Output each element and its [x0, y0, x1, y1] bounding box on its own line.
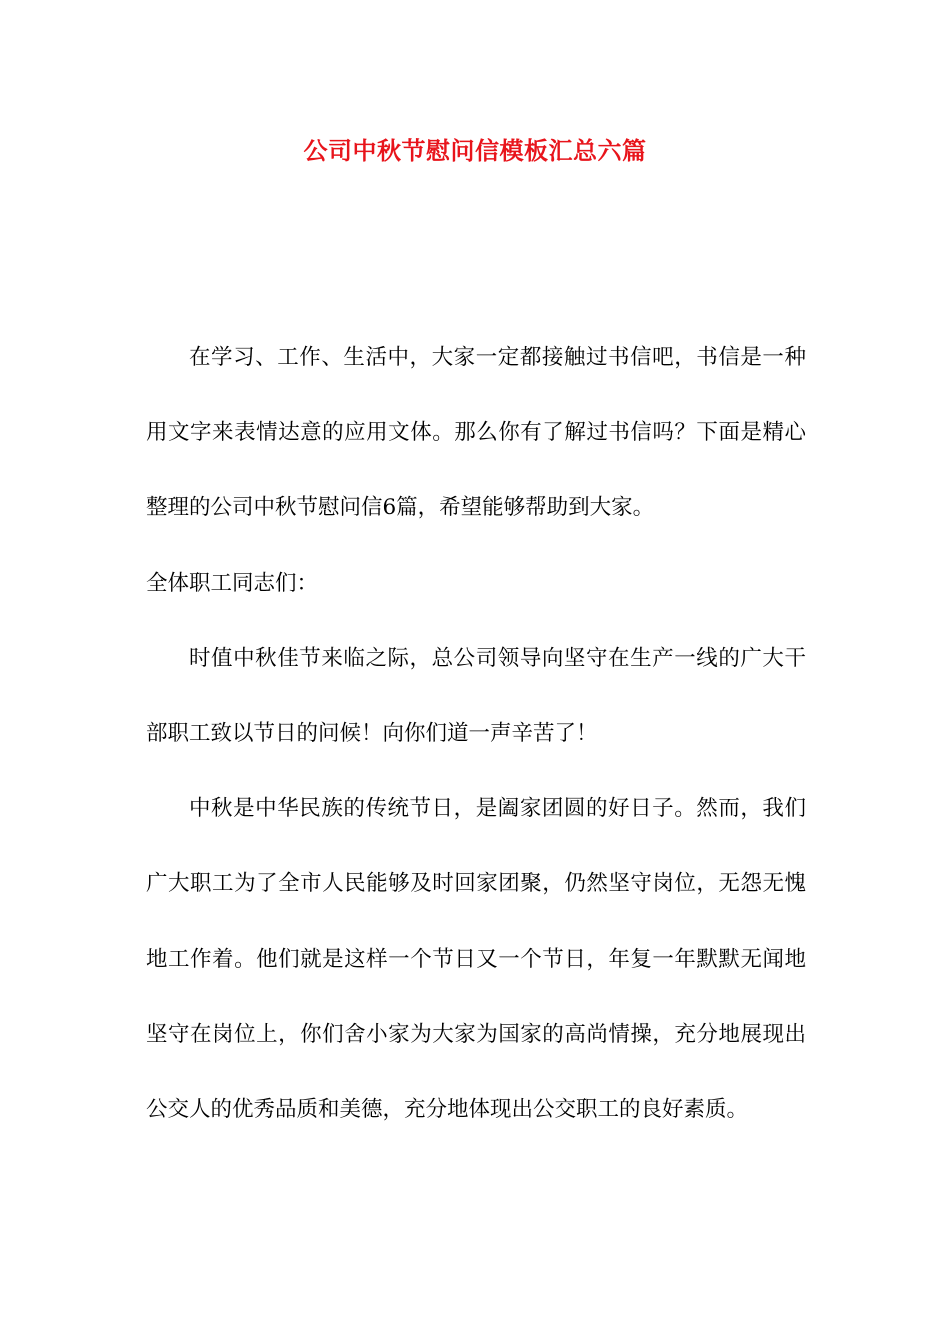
salutation: 全体职工同志们： — [146, 570, 319, 596]
greeting-paragraph: 时值中秋佳节来临之际，总公司领导向坚守在生产一线的广大干部职工致以节日的问候！向你们道一声辛苦了！ — [146, 645, 806, 747]
main-paragraph: 中秋是中华民族的传统节日，是阖家团圆的好日子。然而，我们广大职工为了全市人民能够及时回家团聚，仍然坚守岗位，无怨无愧地工作着。他们就是这样一个节日又一个节日，年复一年默默无闻地坚守在岗位上，你们舍小家为大家为国家的高尚情操，充分地展现出公交人的优秀品质和美德，充分地体现出公交职工的良好素质。 — [146, 796, 806, 1123]
document-body — [146, 320, 806, 1147]
document-title: 公司中秋节慰问信模板汇总六篇 — [303, 137, 647, 165]
intro-paragraph: 在学习、工作、生活中，大家一定都接触过书信吧，书信是一种用文字来表情达意的应用文体。那么你有了解过书信吗？下面是精心整理的公司中秋节慰问信6篇，希望能够帮助到大家。 — [146, 345, 806, 521]
